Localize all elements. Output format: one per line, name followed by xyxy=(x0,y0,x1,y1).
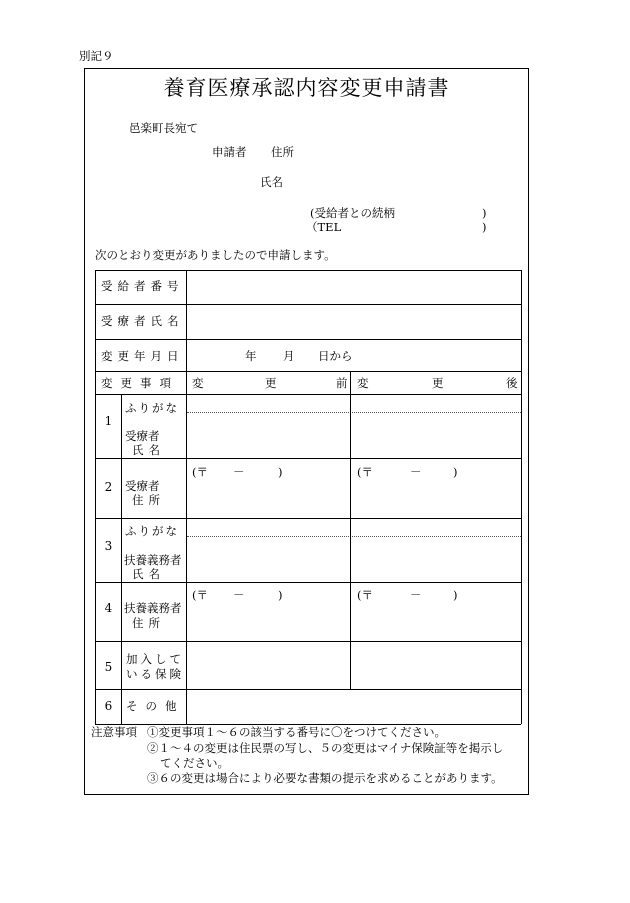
postal-dash-before: － xyxy=(233,465,245,479)
col-before-b: 更 xyxy=(265,376,277,390)
page-label: 別記９ xyxy=(79,49,114,63)
row-label: その他 xyxy=(126,699,185,713)
col-item-header: 変更事項 xyxy=(101,376,179,390)
row-label-sub: 氏名 xyxy=(132,567,165,581)
row-furigana: ふりがな xyxy=(125,524,179,538)
col-before-c: 前 xyxy=(336,376,348,390)
patient-name-label: 受療者氏名 xyxy=(101,314,184,328)
date-from: 日から xyxy=(318,349,353,363)
note-item: てください。 xyxy=(160,756,229,770)
postal-close-after: ) xyxy=(453,465,458,479)
intro-text: 次のとおり変更がありましたので申請します。 xyxy=(95,248,336,262)
col-after-b: 更 xyxy=(432,376,444,390)
note-item: ②１～４の変更は住民票の写し、５の変更はマイナ保険証等を掲示し xyxy=(147,741,504,755)
row-label: 扶養義務者 xyxy=(124,553,182,567)
col-before-a: 変 xyxy=(192,376,204,390)
postal-close-before: ) xyxy=(278,588,283,602)
row-label: 加入して xyxy=(126,652,184,666)
tel-label: （TEL xyxy=(306,220,342,234)
postal-dash-before: － xyxy=(233,588,245,602)
postal-dash-after: － xyxy=(410,588,422,602)
row-label: 扶養義務者 xyxy=(124,601,182,615)
change-date-label: 変更年月日 xyxy=(101,349,184,363)
row-label-sub: 氏名 xyxy=(132,443,165,457)
postal-open-before: (〒 xyxy=(192,588,208,602)
tel-close: ) xyxy=(482,220,487,234)
row-furigana: ふりがな xyxy=(125,401,179,415)
date-year: 年 xyxy=(245,349,257,363)
row-number[interactable]: 2 xyxy=(104,480,113,494)
postal-open-after: (〒 xyxy=(357,588,373,602)
note-item: ③６の変更は場合により必要な書類の提示を求めることがあります。 xyxy=(147,771,503,785)
row-number[interactable]: 6 xyxy=(104,699,113,713)
date-month: 月 xyxy=(283,349,295,363)
applicant-label: 申請者 xyxy=(212,145,247,159)
recipient-number-field[interactable] xyxy=(187,271,520,303)
row-number[interactable]: 5 xyxy=(104,660,113,674)
postal-open-after: (〒 xyxy=(357,465,373,479)
col-after-c: 後 xyxy=(506,376,518,390)
row-label-sub: 住所 xyxy=(132,493,165,507)
address-label: 住所 xyxy=(271,145,294,159)
name-label: 氏名 xyxy=(260,175,283,189)
row-label-sub: いる保険 xyxy=(126,667,184,681)
postal-close-after: ) xyxy=(453,588,458,602)
row-label: 受療者 xyxy=(125,429,160,443)
addressee: 邑楽町長宛て xyxy=(129,121,198,135)
note-item: ①変更事項１～６の該当する番号に〇をつけてください。 xyxy=(147,725,446,739)
patient-name-field[interactable] xyxy=(187,305,520,338)
relation-close: ) xyxy=(482,206,487,220)
postal-open-before: (〒 xyxy=(192,465,208,479)
postal-close-before: ) xyxy=(278,465,283,479)
row-number[interactable]: 1 xyxy=(104,414,113,428)
row-label-sub: 住所 xyxy=(132,616,165,630)
row-number[interactable]: 4 xyxy=(104,601,113,615)
notes-heading: 注意事項 xyxy=(91,725,137,739)
row-label: 受療者 xyxy=(125,479,160,493)
recipient-number-label: 受給者番号 xyxy=(101,279,184,293)
relation-label: (受給者との続柄 xyxy=(310,206,395,220)
col-after-a: 変 xyxy=(357,376,369,390)
postal-dash-after: － xyxy=(410,465,422,479)
row-number[interactable]: 3 xyxy=(104,539,113,553)
page-title: 養育医療承認内容変更申請書 xyxy=(163,76,450,100)
